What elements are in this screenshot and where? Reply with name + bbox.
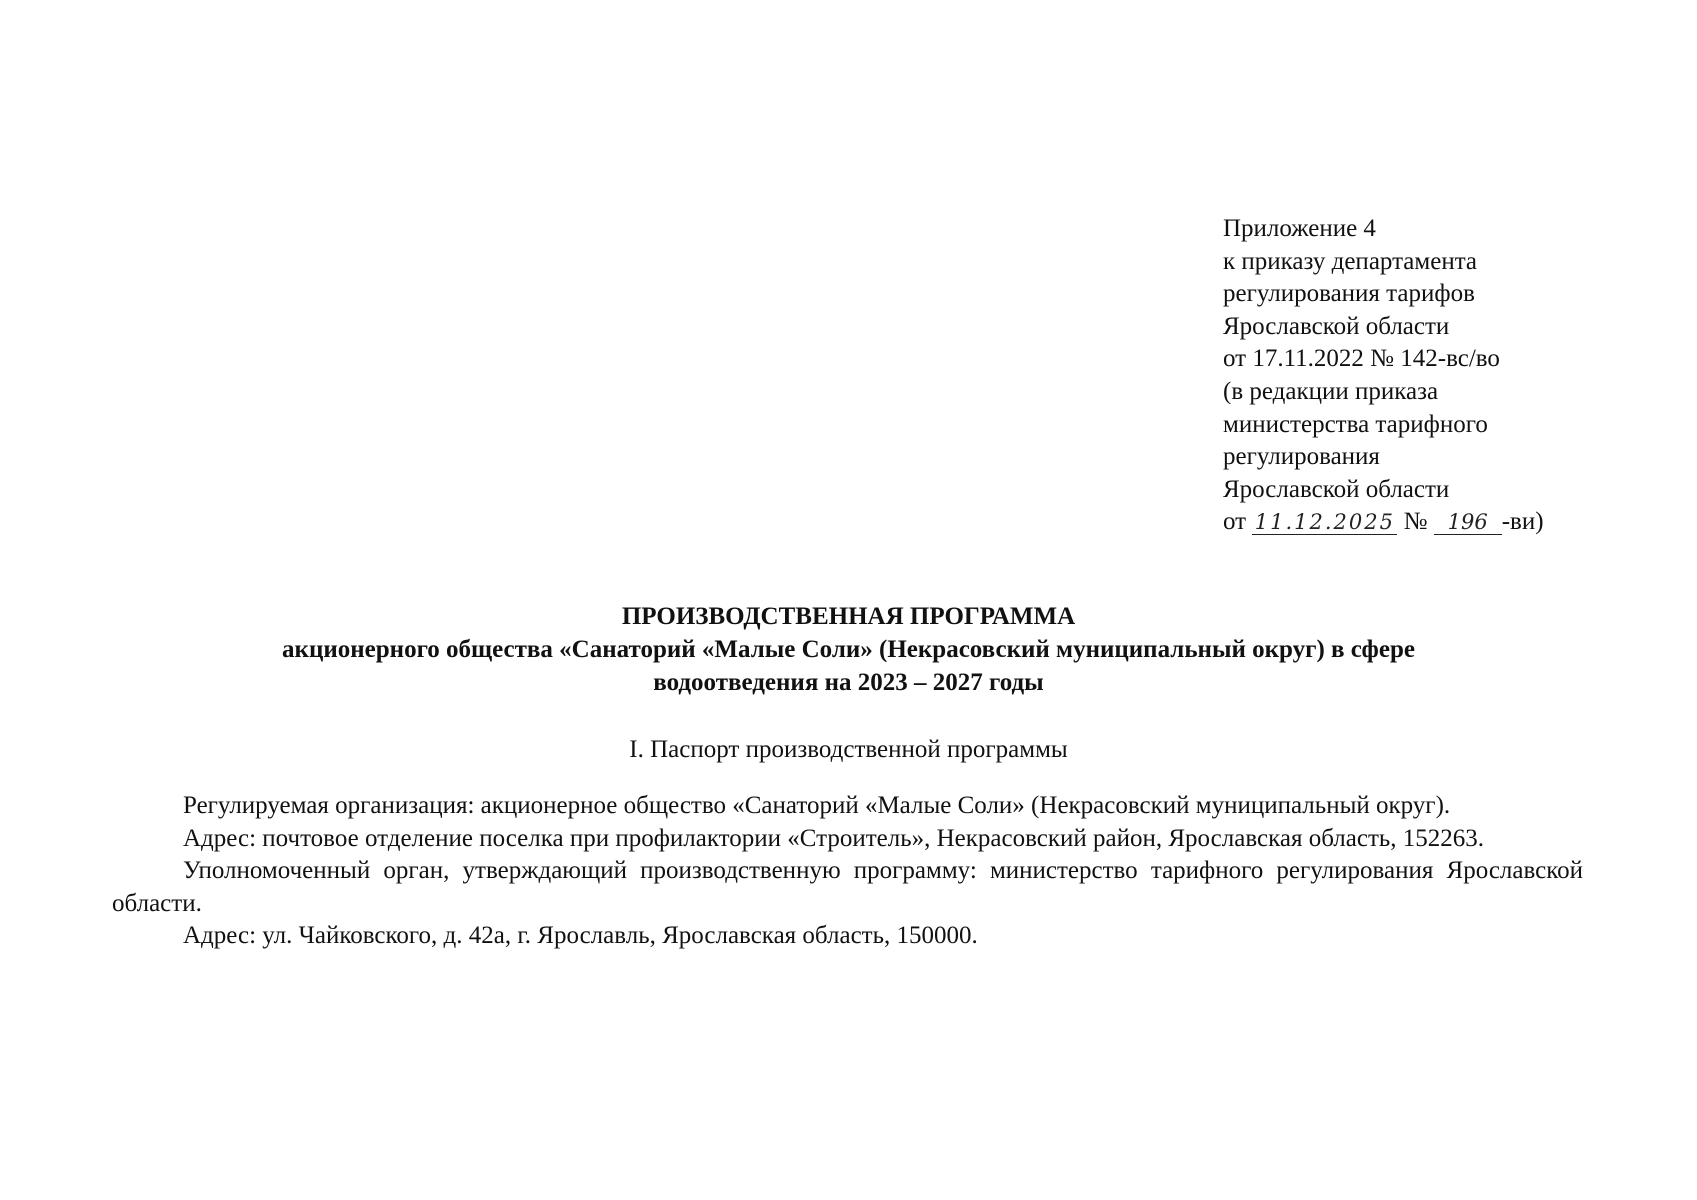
appendix-order-line [1223,506,1544,539]
paragraph-authorized-body-address: Адрес: ул. Чайковского, д. 42а, г. Ярославль, Ярославская область, 150000. [183,922,978,950]
paragraph-regulated-organization: Регулируемая организация: акционерное общество «Санаторий «Малые Соли» (Некрасовский муниципальный округ). [183,792,1451,819]
appendix-header [1223,213,1544,539]
appendix-line: к приказу департамента [1223,247,1478,275]
appendix-line: министерства тарифного [1223,410,1488,438]
appendix-line: регулирования тарифов [1223,280,1475,308]
passport-body [112,790,1583,953]
paragraph-organization-address: Адрес: почтовое отделение поселка при профилактории «Строитель», Некрасовский район, Ярославская область, 152263. [183,824,1485,852]
appendix-line: (в редакции приказа [1223,377,1439,405]
appendix-line: Ярославской области [1223,312,1450,340]
section-heading: I. Паспорт производственной программы [629,736,1068,763]
number-sign: № [1403,508,1428,536]
appendix-line: регулирования [1223,443,1380,471]
order-suffix: -ви) [1501,508,1544,536]
appendix-line: Приложение 4 [1223,215,1376,242]
document-title [0,600,1697,699]
paragraph-authorized-body: Уполномоченный орган, утверждающий производственную программу: министерство тарифного регулирования Ярославской области. [112,857,1583,917]
title-line-2: акционерного общества «Санаторий «Малые Соли» (Некрасовский муниципальный округ) в сфере [282,636,1415,663]
order-prefix: от [1223,508,1247,536]
title-main: ПРОИЗВОДСТВЕННАЯ ПРОГРАММА [621,603,1076,630]
appendix-line: от 17.11.2022 № 142-вс/во [1223,345,1500,373]
handwritten-order-date: 11.12.2025 [1252,510,1397,535]
appendix-line: Ярославской области [1223,475,1450,503]
title-line-3: водоотведения на 2023 – 2027 годы [653,669,1044,696]
handwritten-order-number: 196 [1434,510,1502,535]
